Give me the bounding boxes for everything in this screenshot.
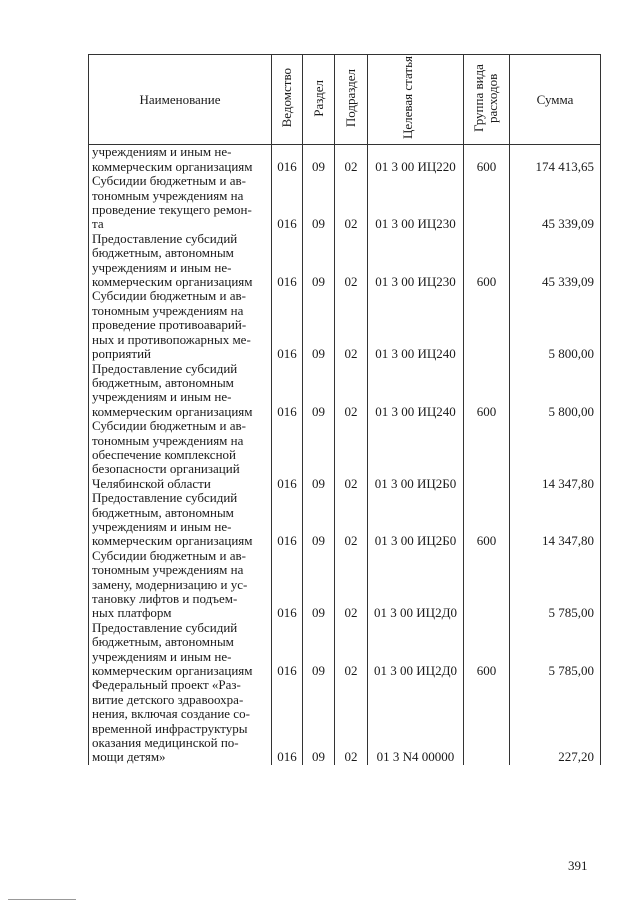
row-section: 09	[303, 678, 335, 764]
header-section: Раздел	[303, 55, 335, 145]
row-name-line: тановку лифтов и подъем-	[92, 591, 238, 606]
row-amount: 5 785,00	[510, 549, 601, 621]
row-section: 09	[303, 145, 335, 174]
row-name-line: бюджетным, автономным	[92, 504, 234, 520]
row-name	[89, 549, 272, 621]
row-amount: 174 413,65	[510, 145, 601, 174]
row-name-line: бюджетным, автономным	[92, 634, 234, 650]
row-name-line: Субсидии бюджетным и ав-	[92, 418, 246, 434]
row-subsection: 02	[335, 621, 368, 679]
row-department: 016	[272, 491, 303, 549]
row-name-line: коммерческим организациям	[92, 158, 253, 174]
row-name-line: обеспечение комплексной	[92, 446, 236, 462]
row-name-line: тономным учреждениям на	[92, 187, 244, 203]
row-amount: 45 339,09	[510, 174, 601, 232]
row-name-line: Субсидии бюджетным и ав-	[92, 288, 246, 304]
row-name-line: учреждениям и иным не-	[92, 389, 232, 405]
row-section: 09	[303, 362, 335, 420]
row-subsection: 02	[335, 419, 368, 491]
row-name	[89, 491, 272, 549]
row-target: 01 3 00 ИЦ230	[368, 232, 464, 290]
row-name-line: проведение противоаварий-	[92, 317, 247, 333]
row-name-line: Предоставление субсидий	[92, 490, 238, 506]
header-target: Целевая статья	[368, 55, 464, 145]
row-expense-group	[464, 174, 510, 232]
table-row	[89, 174, 601, 232]
row-name-line: проведение текущего ремон-	[92, 202, 252, 218]
row-name-line: витие детского здравоохра-	[92, 691, 244, 707]
table-header-row	[89, 55, 601, 145]
row-department: 016	[272, 145, 303, 174]
row-department: 016	[272, 621, 303, 679]
row-target: 01 3 00 ИЦ240	[368, 289, 464, 361]
row-section: 09	[303, 289, 335, 361]
row-name	[89, 419, 272, 491]
row-name-line: тономным учреждениям на	[92, 302, 244, 318]
row-name-line: роприятий	[92, 346, 151, 362]
row-department: 016	[272, 362, 303, 420]
table-row	[89, 289, 601, 361]
row-name-line: учреждениям и иным не-	[92, 648, 232, 664]
table-row	[89, 621, 601, 679]
row-subsection: 02	[335, 145, 368, 174]
row-target: 01 3 00 ИЦ2Д0	[368, 549, 464, 621]
row-expense-group: 600	[464, 145, 510, 174]
row-amount: 45 339,09	[510, 232, 601, 290]
row-subsection: 02	[335, 232, 368, 290]
header-amount: Сумма	[510, 55, 601, 145]
row-expense-group: 600	[464, 362, 510, 420]
row-subsection: 02	[335, 491, 368, 549]
row-name-line: коммерческим организациям	[92, 663, 253, 679]
row-name-line: та	[92, 216, 104, 232]
row-name-line: бюджетным, автономным	[92, 245, 234, 261]
table-row	[89, 232, 601, 290]
row-expense-group	[464, 289, 510, 361]
table-row	[89, 145, 601, 174]
row-name-line: безопасности организаций	[92, 461, 240, 477]
row-amount: 5 800,00	[510, 289, 601, 361]
row-department: 016	[272, 174, 303, 232]
row-name-line: ных и противопожарных ме-	[92, 331, 251, 347]
header-department: Ведомство	[272, 55, 303, 145]
row-name-line: учреждениям и иным не-	[92, 518, 232, 534]
row-name	[89, 678, 272, 764]
table-row	[89, 362, 601, 420]
table-row	[89, 491, 601, 549]
row-target: 01 3 00 ИЦ2Б0	[368, 491, 464, 549]
row-department: 016	[272, 678, 303, 764]
row-name-line: тономным учреждениям на	[92, 432, 244, 448]
row-name-line: Предоставление субсидий	[92, 360, 238, 376]
row-expense-group	[464, 419, 510, 491]
row-name	[89, 289, 272, 361]
row-section: 09	[303, 491, 335, 549]
row-name-line: учреждениям и иным не-	[92, 259, 232, 275]
page-number: 391	[568, 858, 588, 873]
row-amount: 14 347,80	[510, 419, 601, 491]
row-subsection: 02	[335, 289, 368, 361]
table-row	[89, 678, 601, 764]
row-subsection: 02	[335, 678, 368, 764]
row-name-line: Предоставление субсидий	[92, 619, 238, 635]
table-row	[89, 549, 601, 621]
row-section: 09	[303, 174, 335, 232]
row-section: 09	[303, 232, 335, 290]
row-department: 016	[272, 549, 303, 621]
row-section: 09	[303, 549, 335, 621]
header-expense-group: Группа вида расходов	[464, 55, 510, 145]
row-name	[89, 621, 272, 679]
row-target: 01 3 00 ИЦ2Б0	[368, 419, 464, 491]
header-subsection: Подраздел	[335, 55, 368, 145]
table-row	[89, 419, 601, 491]
row-expense-group: 600	[464, 491, 510, 549]
row-name-line: тономным учреждениям на	[92, 562, 244, 578]
row-name-line: ных платформ	[92, 605, 172, 621]
row-name-line: Субсидии бюджетным и ав-	[92, 547, 246, 563]
row-department: 016	[272, 289, 303, 361]
row-amount: 5 800,00	[510, 362, 601, 420]
row-expense-group	[464, 549, 510, 621]
row-name	[89, 362, 272, 420]
row-amount: 5 785,00	[510, 621, 601, 679]
row-name-line: замену, модернизацию и ус-	[92, 576, 248, 592]
row-section: 09	[303, 621, 335, 679]
row-name-line: временной инфраструктуры	[92, 720, 248, 736]
row-expense-group: 600	[464, 621, 510, 679]
footer-divider	[8, 899, 76, 900]
row-department: 016	[272, 232, 303, 290]
row-section: 09	[303, 419, 335, 491]
row-name	[89, 145, 272, 174]
row-expense-group	[464, 678, 510, 764]
row-name-line: коммерческим организациям	[92, 533, 253, 549]
row-subsection: 02	[335, 549, 368, 621]
row-name-line: мощи детям»	[92, 749, 166, 765]
row-name-line: Челябинской области	[92, 475, 211, 491]
row-name-line: Субсидии бюджетным и ав-	[92, 173, 246, 189]
row-name-line: оказания медицинской по-	[92, 735, 239, 751]
row-target: 01 3 00 ИЦ220	[368, 145, 464, 174]
row-name-line: Федеральный проект «Раз-	[92, 677, 241, 693]
row-department: 016	[272, 419, 303, 491]
row-target: 01 3 00 ИЦ240	[368, 362, 464, 420]
row-amount: 227,20	[510, 678, 601, 764]
row-name-line: бюджетным, автономным	[92, 374, 234, 390]
row-amount: 14 347,80	[510, 491, 601, 549]
row-name-line: нения, включая создание со-	[92, 706, 250, 722]
header-name: Наименование	[89, 55, 272, 145]
row-name-line: коммерческим организациям	[92, 403, 253, 419]
row-name-line: коммерческим организациям	[92, 274, 253, 290]
row-name	[89, 174, 272, 232]
row-name	[89, 232, 272, 290]
row-name-line: учреждениям и иным не-	[92, 144, 232, 160]
row-name-line: Предоставление субсидий	[92, 230, 238, 246]
row-subsection: 02	[335, 362, 368, 420]
row-target: 01 3 00 ИЦ230	[368, 174, 464, 232]
row-target: 01 3 N4 00000	[368, 678, 464, 764]
row-subsection: 02	[335, 174, 368, 232]
budget-table	[88, 54, 601, 765]
row-target: 01 3 00 ИЦ2Д0	[368, 621, 464, 679]
row-expense-group: 600	[464, 232, 510, 290]
